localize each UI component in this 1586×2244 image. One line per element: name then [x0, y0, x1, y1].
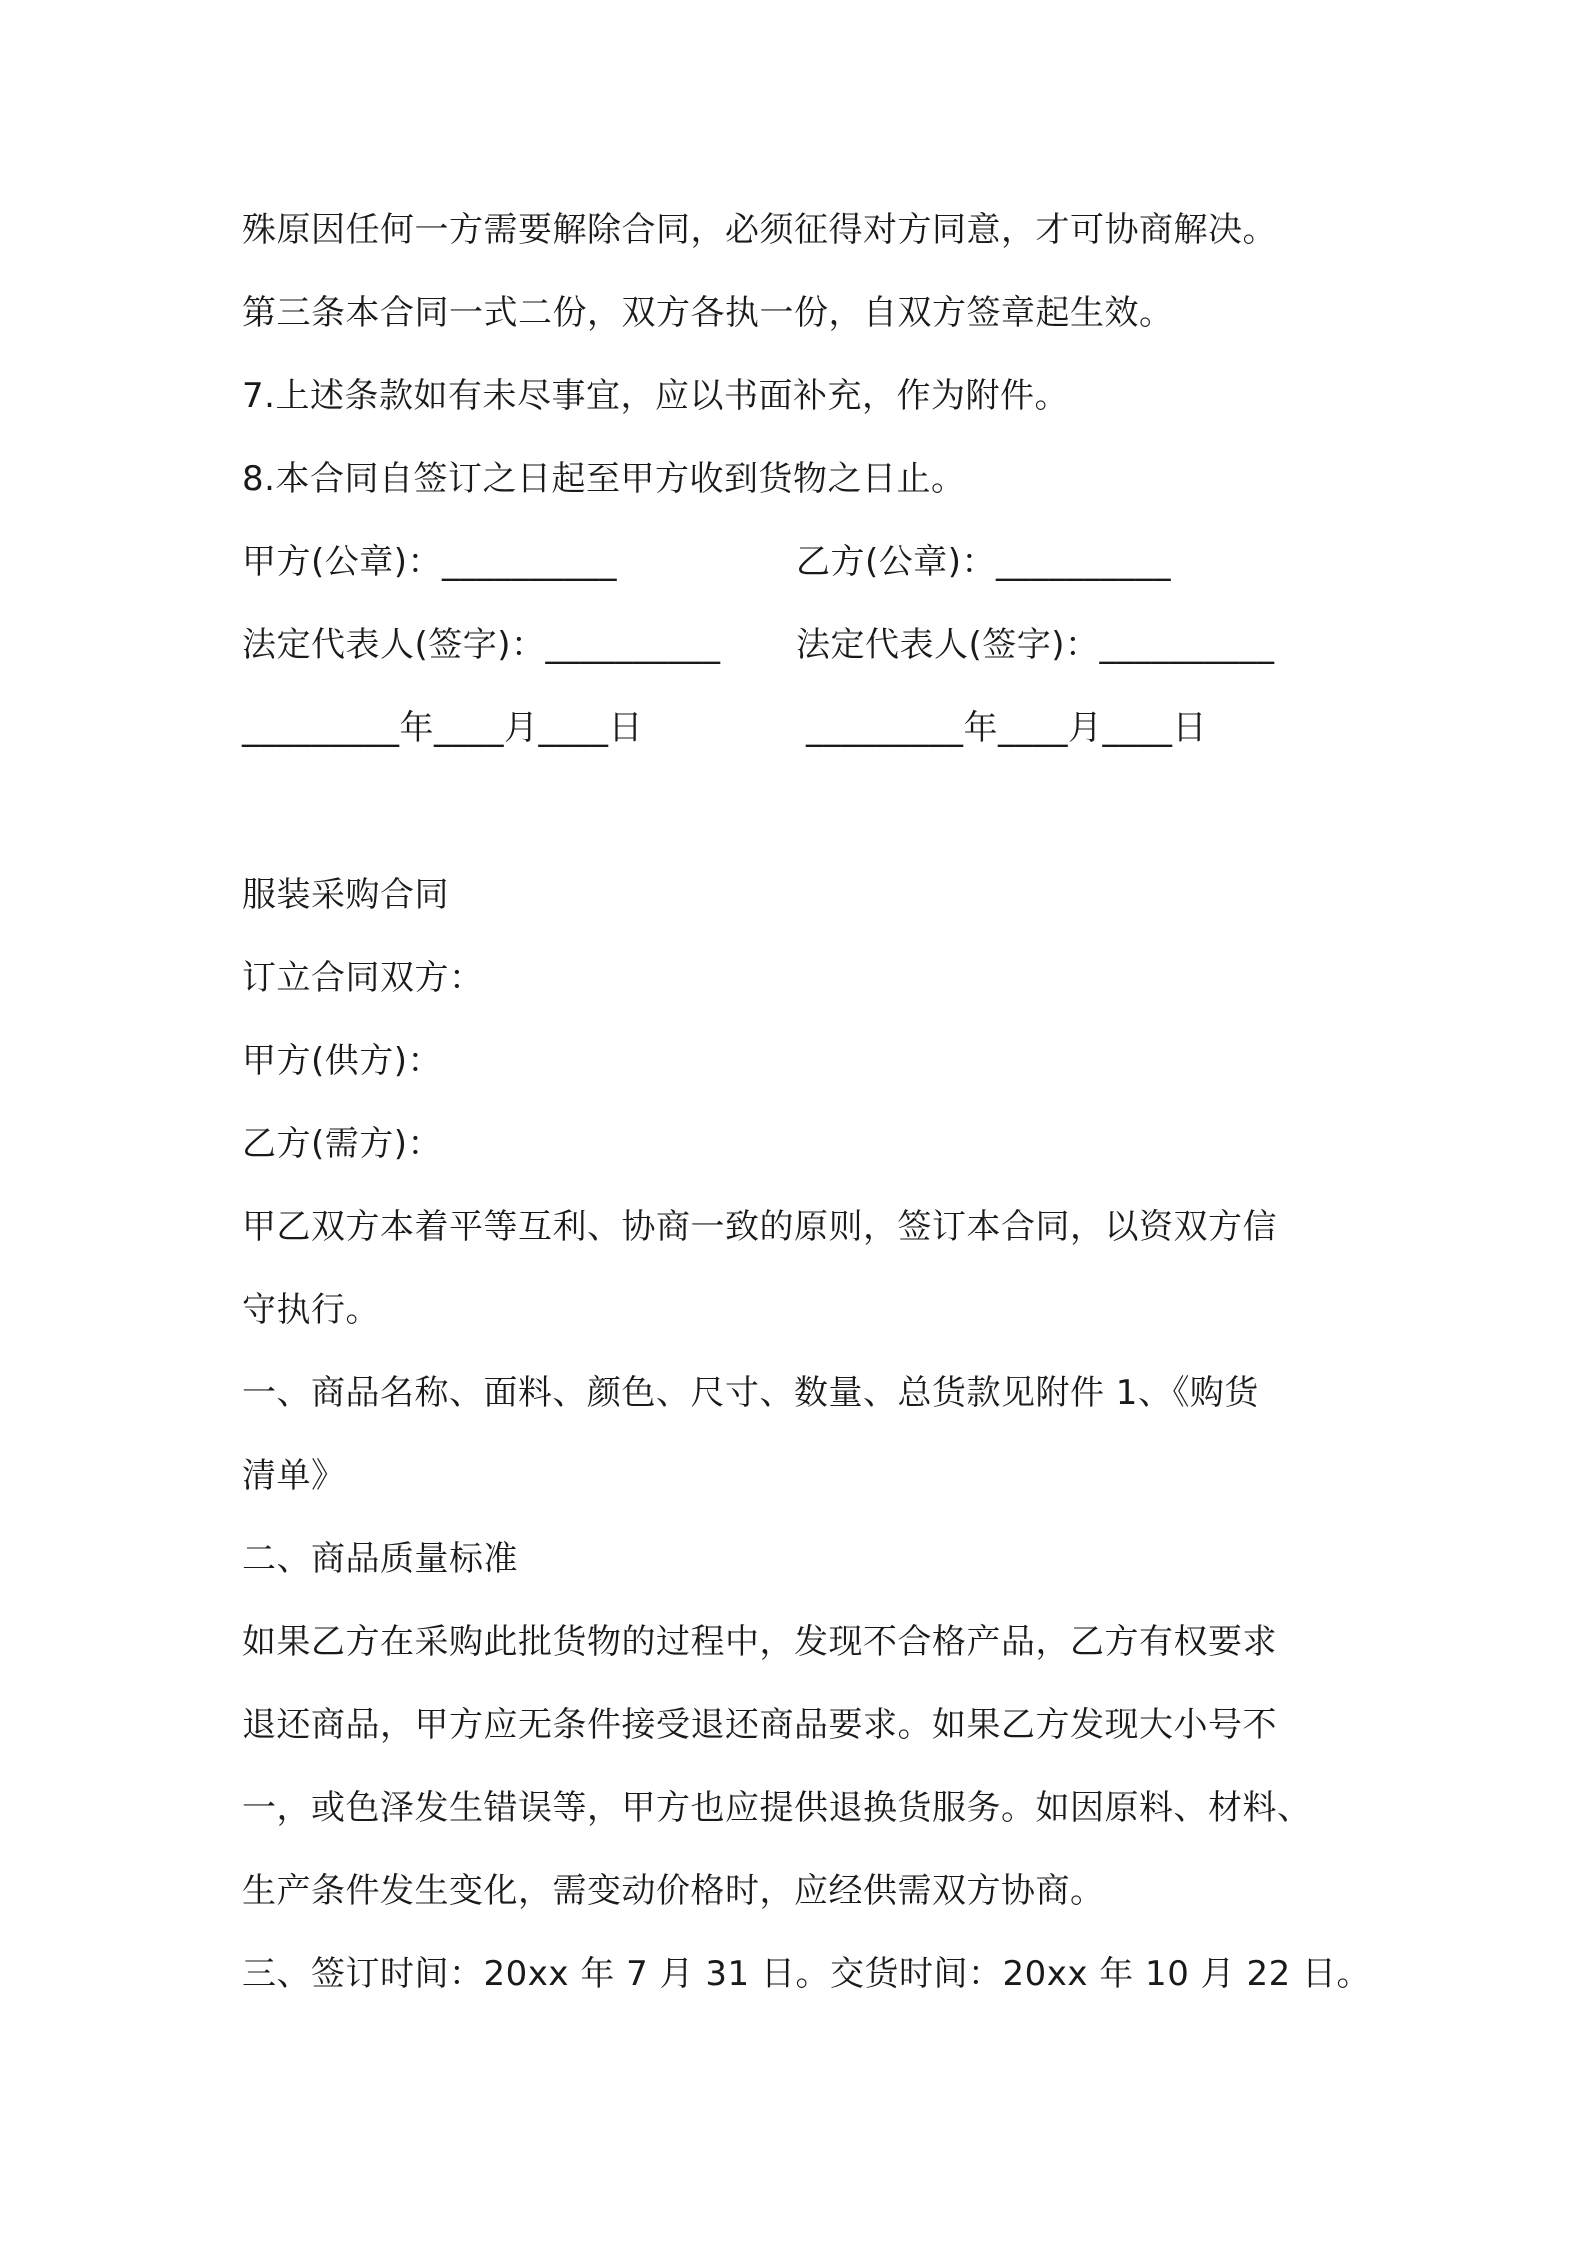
party-a-seal-field: 甲方(公章)：__________	[242, 542, 618, 582]
contract-title: 服装采购合同	[242, 875, 449, 915]
party-b-date-field: _________年____月____日	[806, 708, 1207, 748]
principle-line-1: 甲乙双方本着平等互利、协商一致的原则，签订本合同，以资双方信	[242, 1207, 1277, 1247]
clause-2-line-3: 一，或色泽发生错误等，甲方也应提供退换货服务。如因原料、材料、	[242, 1788, 1312, 1828]
clause-1-line-1: 一、商品名称、面料、颜色、尺寸、数量、总货款见附件 1、《购货	[242, 1373, 1259, 1413]
principle-line-2: 守执行。	[242, 1290, 380, 1330]
party-a-rep-field: 法定代表人(签字)：__________	[242, 625, 721, 665]
clause-1-line-2: 清单》	[242, 1456, 346, 1496]
parties-intro: 订立合同双方：	[242, 958, 484, 998]
party-b-seal-field: 乙方(公章)：__________	[796, 542, 1172, 582]
party-a-date-field: _________年____月____日	[242, 708, 643, 748]
party-b-rep-field: 法定代表人(签字)：__________	[796, 625, 1275, 665]
clause-2-heading: 二、商品质量标准	[242, 1539, 518, 1579]
party-b-buyer: 乙方(需方)：	[242, 1124, 443, 1164]
clause-2-line-1: 如果乙方在采购此批货物的过程中，发现不合格产品，乙方有权要求	[242, 1622, 1277, 1662]
text-line-article-3: 第三条本合同一式二份，双方各执一份，自双方签章起生效。	[242, 293, 1174, 333]
clause-2-line-2: 退还商品，甲方应无条件接受退还商品要求。如果乙方发现大小号不	[242, 1705, 1277, 1745]
clause-2-line-4: 生产条件发生变化，需变动价格时，应经供需双方协商。	[242, 1871, 1105, 1911]
text-line-termination: 殊原因任何一方需要解除合同，必须征得对方同意，才可协商解决。	[242, 210, 1277, 250]
party-a-supplier: 甲方(供方)：	[242, 1041, 443, 1081]
text-line-item-8: 8.本合同自签订之日起至甲方收到货物之日止。	[242, 459, 966, 499]
text-line-item-7: 7.上述条款如有未尽事宜，应以书面补充，作为附件。	[242, 376, 1069, 416]
clause-3-dates: 三、签订时间：20xx 年 7 月 31 日。交货时间：20xx 年 10 月 22 日。	[242, 1954, 1372, 1994]
